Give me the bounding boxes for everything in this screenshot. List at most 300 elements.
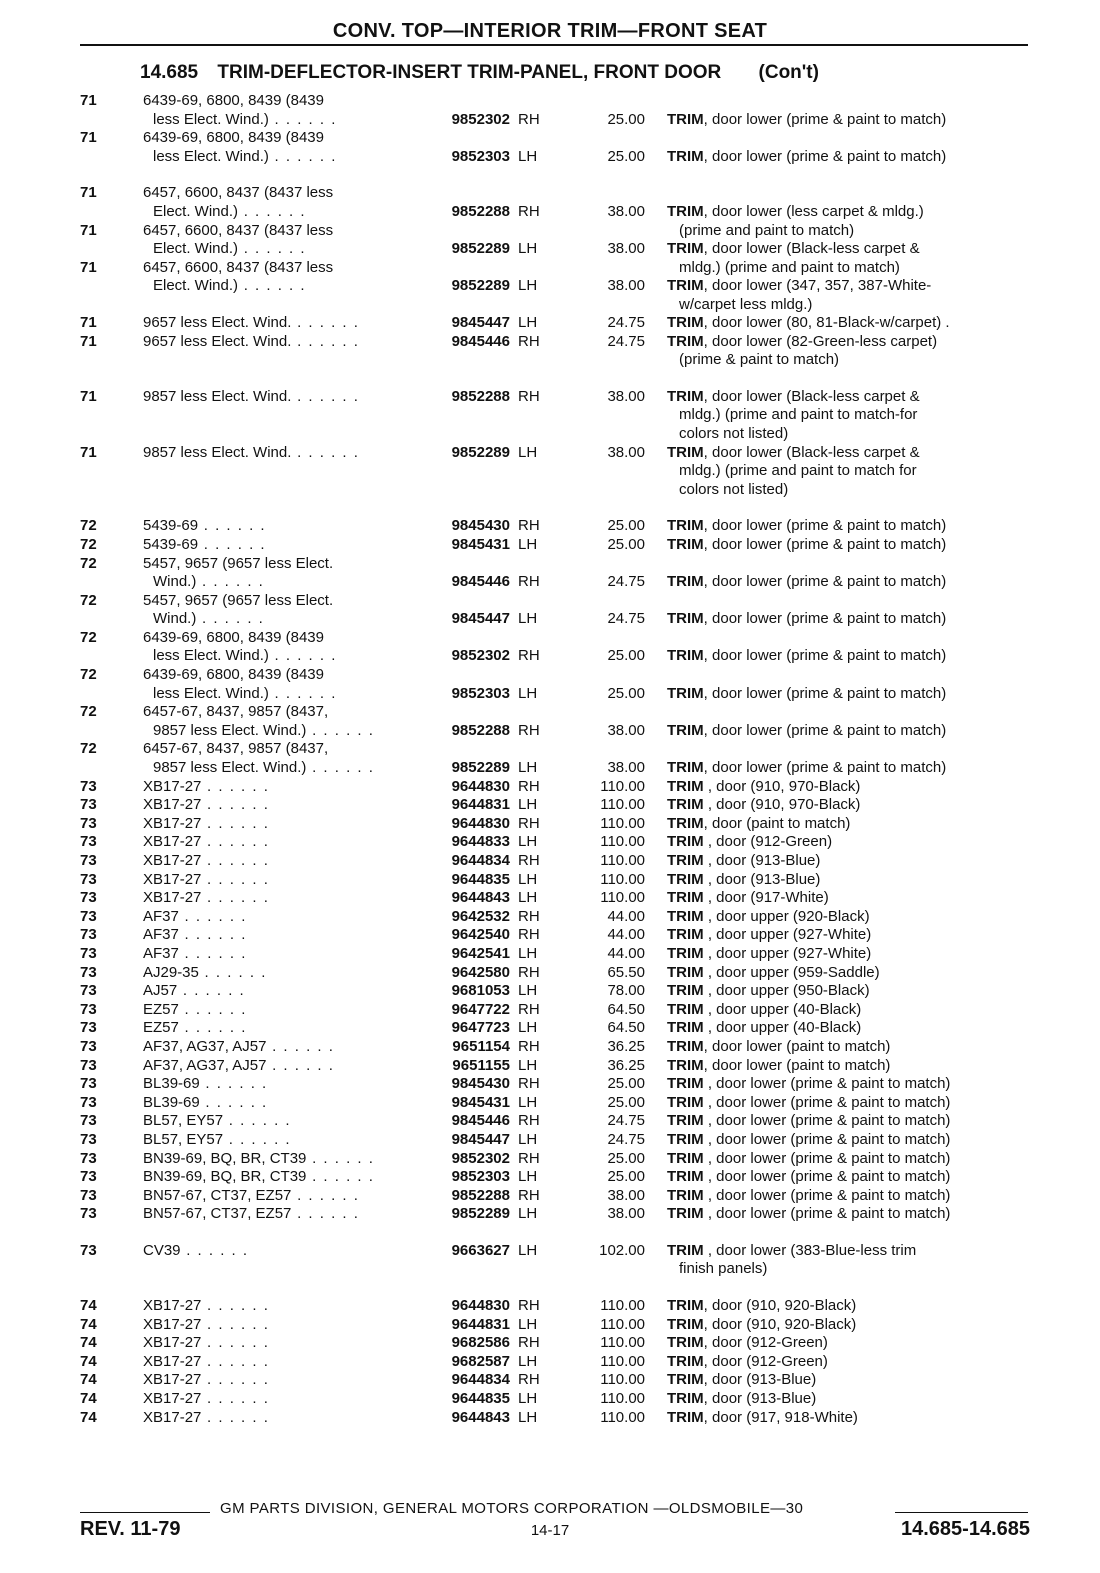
leader-dots: . . . . . .: [291, 332, 360, 350]
model-text: XB17-27: [143, 814, 202, 832]
part-number: 9642532: [451, 907, 510, 925]
part-number: 9852288: [451, 721, 510, 739]
part-row: [0, 1038, 1100, 1057]
ref-number: 73: [80, 982, 97, 1000]
description-line: TRIM , door upper (959-Saddle): [667, 963, 880, 981]
model-applicability: [143, 92, 411, 129]
price: 38.00: [607, 277, 645, 295]
side-code: RH: [518, 1075, 540, 1093]
ref-number: 72: [80, 703, 97, 721]
price: 110.00: [600, 1408, 645, 1426]
price: 25.00: [607, 647, 645, 665]
part-row: [0, 517, 1100, 536]
model-applicability: [143, 1334, 411, 1353]
price: 24.75: [607, 332, 645, 350]
side-code: LH: [518, 1205, 538, 1223]
price: 24.75: [607, 573, 645, 591]
part-row: [0, 982, 1100, 1001]
model-text: XB17-27: [143, 833, 202, 851]
part-number: 9852289: [451, 1205, 510, 1223]
part-number: 9644834: [451, 852, 510, 869]
leader-dots: . . . . . .: [201, 833, 270, 851]
leader-dots: . . . . . .: [306, 759, 375, 777]
price: 25.00: [607, 110, 645, 128]
ref-number: 71: [80, 258, 97, 276]
part-description: [667, 1353, 1030, 1372]
price: 44.00: [607, 944, 645, 962]
description-line: TRIM , door lower (prime & paint to match): [667, 1112, 951, 1130]
leader-dots: . . . . . .: [201, 1315, 270, 1333]
description-line: TRIM, door lower (prime & paint to match): [667, 517, 947, 535]
leader-dots: . . . . . .: [291, 1205, 360, 1223]
part-row: [0, 1297, 1100, 1316]
part-number: 9845430: [451, 1075, 510, 1093]
part-number: 9647722: [451, 1000, 510, 1018]
leader-dots: . . . . . .: [198, 535, 267, 553]
price: 78.00: [607, 982, 645, 1000]
part-row: [0, 1057, 1100, 1076]
model-applicability: [143, 517, 411, 536]
ref-number: 72: [80, 517, 97, 535]
part-number: 9845430: [451, 517, 510, 535]
part-number: 9644843: [451, 1408, 510, 1426]
side-code: RH: [518, 387, 540, 405]
model-text: 9657 less Elect. Wind.: [143, 313, 292, 331]
part-description: [667, 945, 1030, 964]
price: 110.00: [600, 1352, 645, 1370]
side-code: LH: [518, 759, 538, 777]
model-text: less Elect. Wind.): [153, 684, 269, 702]
model-text: AF37: [143, 907, 179, 925]
model-text: 6457-67, 8437, 9857 (8437,: [143, 740, 329, 758]
part-description: [667, 1057, 1030, 1076]
model-applicability: [143, 444, 411, 463]
side-code: RH: [518, 721, 540, 739]
part-number: 9852303: [451, 684, 510, 702]
model-text: AF37: [143, 944, 179, 962]
description-line: TRIM , door lower (prime & paint to match): [667, 1093, 951, 1111]
leader-dots: . . . . . .: [306, 1168, 375, 1186]
part-row: [0, 871, 1100, 890]
description-line: (prime and paint to match): [679, 221, 855, 239]
part-row: [0, 1353, 1100, 1372]
description-line: TRIM, door lower (paint to match): [667, 1056, 891, 1074]
model-text: EZ57: [143, 1019, 179, 1037]
ref-number: 73: [80, 1037, 97, 1055]
part-description: [667, 517, 1030, 536]
part-description: [667, 889, 1030, 908]
model-text: AF37, AG37, AJ57: [143, 1037, 267, 1055]
ref-number: 73: [80, 814, 97, 832]
part-description: [667, 1187, 1030, 1206]
part-description: [667, 1205, 1030, 1224]
leader-dots: . . . . . .: [266, 1037, 335, 1055]
side-code: RH: [518, 1149, 540, 1167]
part-number: 9845446: [451, 1112, 510, 1130]
leader-dots: . . . . . .: [201, 814, 270, 832]
part-number: 9852288: [451, 387, 510, 405]
part-number: 9845446: [451, 332, 510, 350]
part-row: [0, 796, 1100, 815]
part-description: [667, 333, 1030, 370]
model-applicability: [143, 1371, 411, 1390]
part-description: [667, 815, 1030, 834]
part-row: [0, 314, 1100, 333]
part-number: 9647723: [451, 1019, 510, 1037]
model-applicability: [143, 333, 411, 352]
part-description: [667, 852, 1030, 871]
ref-number: 72: [80, 666, 97, 684]
model-applicability: [143, 629, 411, 666]
side-code: LH: [518, 1315, 538, 1333]
leader-dots: . . . . . .: [180, 1241, 249, 1259]
part-row: [0, 629, 1100, 666]
model-text: 6439-69, 6800, 8439 (8439: [143, 129, 324, 147]
leader-dots: . . . . . .: [268, 647, 337, 665]
side-code: RH: [518, 963, 540, 981]
ref-number: 73: [80, 907, 97, 925]
model-applicability: [143, 1242, 411, 1261]
model-text: Wind.): [153, 610, 197, 628]
ref-number: 72: [80, 740, 97, 758]
description-line: TRIM , door upper (950-Black): [667, 982, 870, 1000]
ref-number: 71: [80, 184, 97, 202]
model-applicability: [143, 871, 411, 890]
description-line: TRIM , door lower (prime & paint to match): [667, 1168, 951, 1186]
model-applicability: [143, 388, 411, 407]
ref-number: 74: [80, 1315, 97, 1333]
price: 110.00: [600, 870, 645, 888]
part-number: 9644830: [451, 777, 510, 795]
side-code: RH: [518, 1186, 540, 1204]
part-row: [0, 945, 1100, 964]
description-line: TRIM, door lower (Black-less carpet &: [667, 240, 920, 258]
part-description: [667, 1409, 1030, 1428]
part-row: [0, 852, 1100, 871]
model-text: Elect. Wind.): [153, 202, 239, 220]
part-row: [0, 778, 1100, 797]
model-text: BL39-69: [143, 1075, 200, 1093]
part-number: 9852302: [451, 110, 510, 128]
model-applicability: [143, 222, 411, 259]
ref-number: 74: [80, 1352, 97, 1370]
side-code: RH: [518, 1037, 540, 1055]
leader-dots: . . . . . .: [178, 926, 247, 944]
part-number: 9852302: [451, 1149, 510, 1167]
price: 110.00: [600, 1297, 645, 1315]
description-line: TRIM, door (917, 918-White): [667, 1408, 858, 1426]
part-row: [0, 1075, 1100, 1094]
model-text: 6457, 6600, 8437 (8437 less: [143, 258, 334, 276]
leader-dots: . . . . . .: [268, 147, 337, 165]
model-text: BL57, EY57: [143, 1130, 224, 1148]
description-line: TRIM, door lower (347, 357, 387-White-: [667, 277, 932, 295]
part-description: [667, 778, 1030, 797]
price: 110.00: [600, 777, 645, 795]
part-description: [667, 1094, 1030, 1113]
model-text: less Elect. Wind.): [153, 647, 269, 665]
price: 24.75: [607, 1130, 645, 1148]
description-line: TRIM, door lower (prime & paint to match): [667, 147, 947, 165]
ref-number: 73: [80, 1205, 97, 1223]
side-code: RH: [518, 777, 540, 795]
price: 25.00: [607, 535, 645, 553]
model-text: XB17-27: [143, 1390, 202, 1408]
part-description: [667, 908, 1030, 927]
part-row: [0, 1316, 1100, 1335]
footer-rule-left: [80, 1512, 210, 1513]
model-text: BN39-69, BQ, BR, CT39: [143, 1149, 307, 1167]
side-code: RH: [518, 1000, 540, 1018]
part-description: [667, 1131, 1030, 1150]
model-text: XB17-27: [143, 796, 202, 814]
leader-dots: . . . . . .: [268, 110, 337, 128]
part-row: [0, 908, 1100, 927]
model-applicability: [143, 314, 411, 333]
ref-number: 73: [80, 852, 97, 869]
description-line: TRIM , door lower (prime & paint to match): [667, 1186, 951, 1204]
section-continued: (Con't): [758, 62, 819, 83]
part-row: [0, 1187, 1100, 1206]
model-applicability: [143, 964, 411, 983]
model-applicability: [143, 1205, 411, 1224]
description-line: TRIM , door lower (prime & paint to match): [667, 1130, 951, 1148]
side-code: LH: [518, 443, 538, 461]
price: 110.00: [600, 1315, 645, 1333]
model-text: AF37, AG37, AJ57: [143, 1056, 267, 1074]
side-code: LH: [518, 1408, 538, 1426]
model-text: XB17-27: [143, 1371, 202, 1389]
model-text: less Elect. Wind.): [153, 147, 269, 165]
ref-number: 73: [80, 1093, 97, 1111]
leader-dots: . . . . . .: [198, 517, 267, 535]
model-applicability: [143, 1390, 411, 1409]
ref-number: 73: [80, 963, 97, 981]
leader-dots: . . . . . .: [178, 944, 247, 962]
ref-number: 73: [80, 777, 97, 795]
leader-dots: . . . . . .: [238, 202, 307, 220]
price: 64.50: [607, 1000, 645, 1018]
part-row: [0, 388, 1100, 444]
leader-dots: . . . . . .: [291, 443, 360, 461]
model-text: 6457, 6600, 8437 (8437 less: [143, 184, 334, 202]
model-applicability: [143, 740, 411, 777]
side-code: RH: [518, 573, 540, 591]
price: 38.00: [607, 1205, 645, 1223]
ref-number: 71: [80, 387, 97, 405]
leader-dots: . . . . . .: [201, 870, 270, 888]
model-applicability: [143, 1297, 411, 1316]
model-text: Elect. Wind.): [153, 277, 239, 295]
model-text: less Elect. Wind.): [153, 110, 269, 128]
description-line: colors not listed): [679, 480, 789, 498]
leader-dots: . . . . . .: [306, 1149, 375, 1167]
part-description: [667, 982, 1030, 1001]
part-description: [667, 388, 1030, 444]
part-description: [667, 111, 1030, 130]
model-text: 5457, 9657 (9657 less Elect.: [143, 591, 334, 609]
part-number: 9644830: [451, 814, 510, 832]
leader-dots: . . . . . .: [201, 1352, 270, 1370]
side-code: RH: [518, 110, 540, 128]
side-code: LH: [518, 313, 538, 331]
part-description: [667, 277, 1030, 314]
side-code: LH: [518, 1168, 538, 1186]
footer-page-number: 14-17: [530, 1522, 570, 1539]
price: 110.00: [600, 814, 645, 832]
section-number: 14.685: [140, 62, 199, 83]
description-line: TRIM, door lower (paint to match): [667, 1037, 891, 1055]
price: 44.00: [607, 907, 645, 925]
description-line: TRIM, door (910, 920-Black): [667, 1297, 857, 1315]
side-code: LH: [518, 610, 538, 628]
ref-number: 74: [80, 1297, 97, 1315]
model-applicability: [143, 1057, 411, 1076]
price: 24.75: [607, 313, 645, 331]
side-code: RH: [518, 517, 540, 535]
leader-dots: . . . . . .: [177, 982, 246, 1000]
model-applicability: [143, 1094, 411, 1113]
price: 102.00: [599, 1241, 645, 1259]
ref-number: 73: [80, 1056, 97, 1074]
side-code: LH: [518, 982, 538, 1000]
side-code: LH: [518, 240, 538, 258]
leader-dots: . . . . . .: [201, 777, 270, 795]
ref-number: 73: [80, 1112, 97, 1130]
side-code: RH: [518, 647, 540, 665]
description-line: TRIM , door upper (927-White): [667, 944, 872, 962]
ref-number: 73: [80, 870, 97, 888]
description-line: TRIM, door lower (prime & paint to match): [667, 759, 947, 777]
part-number: 9644831: [451, 796, 510, 814]
part-description: [667, 1001, 1030, 1020]
side-code: RH: [518, 1371, 540, 1389]
leader-dots: . . . . . .: [196, 573, 265, 591]
description-line: TRIM, door (913-Blue): [667, 1371, 817, 1389]
model-text: XB17-27: [143, 870, 202, 888]
part-description: [667, 1242, 1030, 1279]
side-code: LH: [518, 796, 538, 814]
leader-dots: . . . . . .: [196, 610, 265, 628]
part-description: [667, 796, 1030, 815]
model-text: BL57, EY57: [143, 1112, 224, 1130]
model-applicability: [143, 833, 411, 852]
model-text: 9857 less Elect. Wind.: [143, 387, 292, 405]
model-text: Elect. Wind.): [153, 240, 239, 258]
model-applicability: [143, 555, 411, 592]
description-line: TRIM , door lower (383-Blue-less trim: [667, 1241, 917, 1259]
part-number: 9852289: [451, 277, 510, 295]
model-text: 6457-67, 8437, 9857 (8437,: [143, 703, 329, 721]
leader-dots: . . . . . .: [201, 889, 270, 907]
leader-dots: . . . . . .: [291, 1186, 360, 1204]
part-row: [0, 444, 1100, 500]
description-line: TRIM , door (917-White): [667, 889, 829, 907]
ref-number: 73: [80, 1075, 97, 1093]
ref-number: 73: [80, 926, 97, 944]
model-applicability: [143, 259, 411, 296]
footer-revision: REV. 11-79: [80, 1518, 181, 1540]
part-row: [0, 1334, 1100, 1353]
part-row: [0, 1371, 1100, 1390]
model-applicability: [143, 703, 411, 740]
model-applicability: [143, 982, 411, 1001]
ref-number: 74: [80, 1334, 97, 1352]
model-text: 9657 less Elect. Wind.: [143, 332, 292, 350]
part-row: [0, 833, 1100, 852]
part-number: 9682587: [451, 1352, 510, 1370]
price: 110.00: [600, 1371, 645, 1389]
part-number: 9644833: [451, 833, 510, 851]
model-text: XB17-27: [143, 1408, 202, 1426]
side-code: RH: [518, 1297, 540, 1315]
model-text: XB17-27: [143, 1352, 202, 1370]
model-applicability: [143, 1001, 411, 1020]
model-text: XB17-27: [143, 1315, 202, 1333]
ref-number: 71: [80, 332, 97, 350]
ref-number: 71: [80, 221, 97, 239]
description-line: TRIM, door lower (prime & paint to match): [667, 535, 947, 553]
model-text: 9857 less Elect. Wind.: [143, 443, 292, 461]
model-text: AJ57: [143, 982, 178, 1000]
price: 38.00: [607, 202, 645, 220]
side-code: RH: [518, 814, 540, 832]
description-line: TRIM, door (paint to match): [667, 814, 851, 832]
description-line: TRIM, door lower (prime & paint to match): [667, 573, 947, 591]
model-applicability: [143, 778, 411, 797]
side-code: RH: [518, 852, 540, 869]
leader-dots: . . . . . .: [201, 1297, 270, 1315]
ref-number: 71: [80, 129, 97, 147]
ref-number: 73: [80, 1168, 97, 1186]
part-description: [667, 1168, 1030, 1187]
ref-number: 73: [80, 1130, 97, 1148]
model-text: BN39-69, BQ, BR, CT39: [143, 1168, 307, 1186]
footer-section-range: 14.685-14.685: [900, 1518, 1030, 1540]
model-text: 6457, 6600, 8437 (8437 less: [143, 221, 334, 239]
part-description: [667, 1297, 1030, 1316]
part-row: [0, 258, 1100, 313]
description-line: TRIM , door (913-Blue): [667, 870, 821, 888]
model-text: Wind.): [153, 573, 197, 591]
part-row: [0, 1390, 1100, 1409]
price: 110.00: [600, 1390, 645, 1408]
description-line: mldg.) (prime and paint to match): [679, 258, 900, 276]
leader-dots: . . . . . .: [178, 1000, 247, 1018]
part-row: [0, 1205, 1100, 1224]
part-row: [0, 333, 1100, 370]
side-code: LH: [518, 944, 538, 962]
price: 110.00: [600, 833, 645, 851]
part-number: 9644830: [451, 1297, 510, 1315]
model-applicability: [143, 1112, 411, 1131]
description-line: TRIM, door lower (Black-less carpet &: [667, 443, 920, 461]
description-line: finish panels): [679, 1260, 768, 1278]
leader-dots: . . . . . .: [201, 1390, 270, 1408]
description-line: TRIM, door lower (Black-less carpet &: [667, 387, 920, 405]
model-text: XB17-27: [143, 1297, 202, 1315]
model-applicability: [143, 1131, 411, 1150]
ref-number: 73: [80, 796, 97, 814]
part-row: [0, 1150, 1100, 1169]
side-code: LH: [518, 1241, 538, 1259]
description-line: mldg.) (prime and paint to match for: [679, 462, 917, 480]
part-row: [0, 1094, 1100, 1113]
part-row: [0, 740, 1100, 777]
price: 25.00: [607, 1149, 645, 1167]
description-line: TRIM , door lower (prime & paint to match): [667, 1075, 951, 1093]
footer-publisher: GM PARTS DIVISION, GENERAL MOTORS CORPORATION —OLDSMOBILE—30: [220, 1500, 804, 1517]
